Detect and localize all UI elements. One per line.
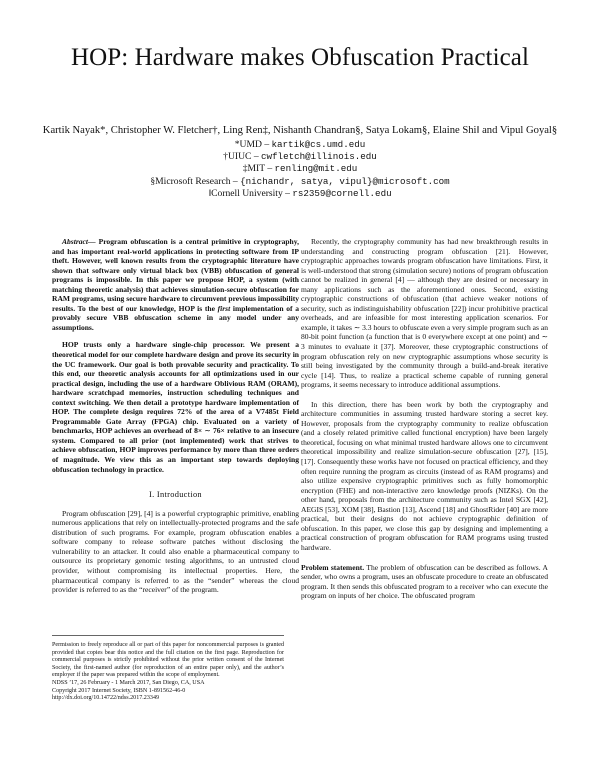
footnote-venue: NDSS ’17, 26 February - 1 March 2017, San Diego, CA, USA xyxy=(52,679,205,686)
author-list: Kartik Nayak*, Christopher W. Fletcher†, Ling Ren‡, Nishanth Chandran§, Satya Lokam§, Elaine Shi‖ and Vipul Goyal§ xyxy=(42,125,558,136)
section-heading-introduction: I. Introduction xyxy=(149,490,202,500)
email: rs2359@cornell.edu xyxy=(292,187,392,199)
footnote-divider xyxy=(52,635,284,636)
intro-paragraph-1: Program obfuscation [29], [4] is a powerful cryptographic primitive, enabling numerous applications that rely on intellectually-protected programs and the safe distribution of such programs. For example, program obfuscation enables a software company to release software patches without disclosing the vulnerability to an attacker. It could also enable a pharmaceutical company to outsource its proprietary genomic testing algorithms, to an untrusted cloud provider, without compromising its intellectual properties. Here, the pharmaceutical company is referred to as the “sender” whereas the cloud provider is referred to as the “receiver” of the program. xyxy=(52,508,299,595)
affiliation-cornell: ‖Cornell University – rs2359@cornell.edu xyxy=(208,187,392,199)
copyright-footnote xyxy=(52,642,284,703)
email: renling@mit.edu xyxy=(274,163,358,175)
paper-title: HOP: Hardware makes Obfuscation Practical xyxy=(70,44,530,71)
affiliation-umd: *UMD – kartik@cs.umd.edu xyxy=(234,139,366,150)
email: kartik@cs.umd.edu xyxy=(271,139,366,150)
affiliation-uiuc: †UIUC – cwfletch@illinois.edu xyxy=(223,151,377,163)
problem-statement-paragraph: Problem statement. The problem of obfuscation can be described as follows. A sender, who owns a program, uses an obfuscate procedure to create an obfuscated program. It then sends this obfuscated program to a receiver who can execute the program on inputs of her choice. The obfuscated program xyxy=(301,562,548,601)
problem-statement-label: Problem statement. xyxy=(301,562,365,572)
affiliation-msr: §Microsoft Research – {nichandr, satya, vipul}@microsoft.com xyxy=(150,175,450,187)
affiliation-mit: ‡MIT – renling@mit.edu xyxy=(242,163,358,175)
email: cwfletch@illinois.edu xyxy=(261,151,377,163)
footnote-copyright: Copyright 2017 Internet Society, ISBN 1-891562-46-0 xyxy=(52,687,186,694)
abstract-paragraph-2: HOP trusts only a hardware single-chip processor. We present a theoretical model for our complete hardware design and prove its security in the UC framework. Our goal is both provable security and practicality. To this end, our theoretic analysis accounts for all optimizations used in our practical design, including the use of a hardware Oblivious RAM (ORAM), hardware scratchpad memories, instruction scheduling techniques and context switching. We then detail a prototype hardware implementation of HOP. The complete design requires 72% of the area of a V7485t Field Programmable Gate Array (FPGA) chip. Evaluated on a variety of benchmarks, HOP achieves an overhead of 8× ∼ 76× relative to an insecure system. Compared to all prior (not implemented) work that strives to achieve obfuscation, HOP improves performance by more than three orders of magnitude. We view this as an important step towards deploying obfuscation technology in practice. xyxy=(52,340,299,474)
email: {nichandr, satya, vipul}@microsoft.com xyxy=(240,175,450,187)
right-column xyxy=(301,237,548,601)
right-paragraph-1: Recently, the cryptography community has had new breakthrough results in understanding and constructing program obfuscation [21]. However, cryptographic approaches towards program obfuscation have limitations. First, it is well-understood that strong (simulation secure) notions of program obfuscation cannot be realized in general [4] — although they are desired or necessary in many applications such as the aforementioned ones. Second, existing cryptographic constructions of obfuscation (that achieve weaker notions of security, such as indistinguishability obfuscation [22]) incur prohibitive practical overheads, and are infeasible for most interesting application scenarios. For example, it takes ∼ 3.3 hours to obfuscate even a very simple program such as an 80-bit point function (a function that is 0 everywhere except at one point) and ∼ 3 minutes to evaluate it [37]. Moreover, these cryptographic constructions of program obfuscation rely on new cryptographic assumptions whose security is still being investigated by the community through a build-and-break iterative cycle [14]. Thus, to realize a practical scheme capable of running general programs, it seems necessary to introduce additional assumptions. xyxy=(301,237,548,390)
footnote-doi-link[interactable]: http://dx.doi.org/10.14722/ndss.2017.23349 xyxy=(52,695,160,702)
left-column xyxy=(52,237,299,595)
footnote-permission: Permission to freely reproduce all or part of this paper for noncommercial purposes is granted provided that copies bear this notice and the full citation on the first page. Reproduction for commercial purposes is strictly prohibited without the prior written consent of the Internet Society, the first-named author (for reproduction of an entire paper only), and the author’s employer if the paper was prepared within the scope of employment. xyxy=(52,642,284,679)
right-paragraph-2: In this direction, there has been work by both the cryptography and architecture communities in assuming trusted hardware storing a secret key. However, proposals from the cryptography community to realize obfuscation (and a closely related primitive called functional encryption) have been largely theoretical, focusing on what minimal trusted hardware allows one to circumvent theoretical impossibility and realize simulation-secure obfuscation [27], [15], [17]. Consequently these works have not focused on practical efficiency, and they often require running the program as circuits (instead of as RAM programs) and also utilize expensive cryptographic primitives such as fully homomorphic encryption (FHE) and non-interactive zero knowledge proofs (NIZKs). On the other hand, proposals from the architecture community such as Intel SGX [42], AEGIS [53], XOM [38], Bastion [13], Ascend [18] and GhostRider [40] are more practical, but their designs do not achieve cryptographic definition of obfuscation. In this paper, we close this gap by designing and implementing a practical construction of program obfuscation for RAM programs using trusted hardware. xyxy=(301,399,548,552)
affiliations xyxy=(0,139,600,200)
abstract-paragraph-1: Abstract— Program obfuscation is a central primitive in cryptography, and has important real-world applications in protecting software from IP theft. However, well known results from the cryptographic literature have shown that software only virtual black box (VBB) obfuscation of general programs is impossible. In this paper we propose HOP, a system (with matching theoretic analysis) that achieves simulation-secure obfuscation for RAM programs, using secure hardware to circumvent previous impossibility results. To the best of our knowledge, HOP is the first implementation of a provably secure VBB obfuscation scheme in any model under any assumptions. xyxy=(52,237,299,332)
